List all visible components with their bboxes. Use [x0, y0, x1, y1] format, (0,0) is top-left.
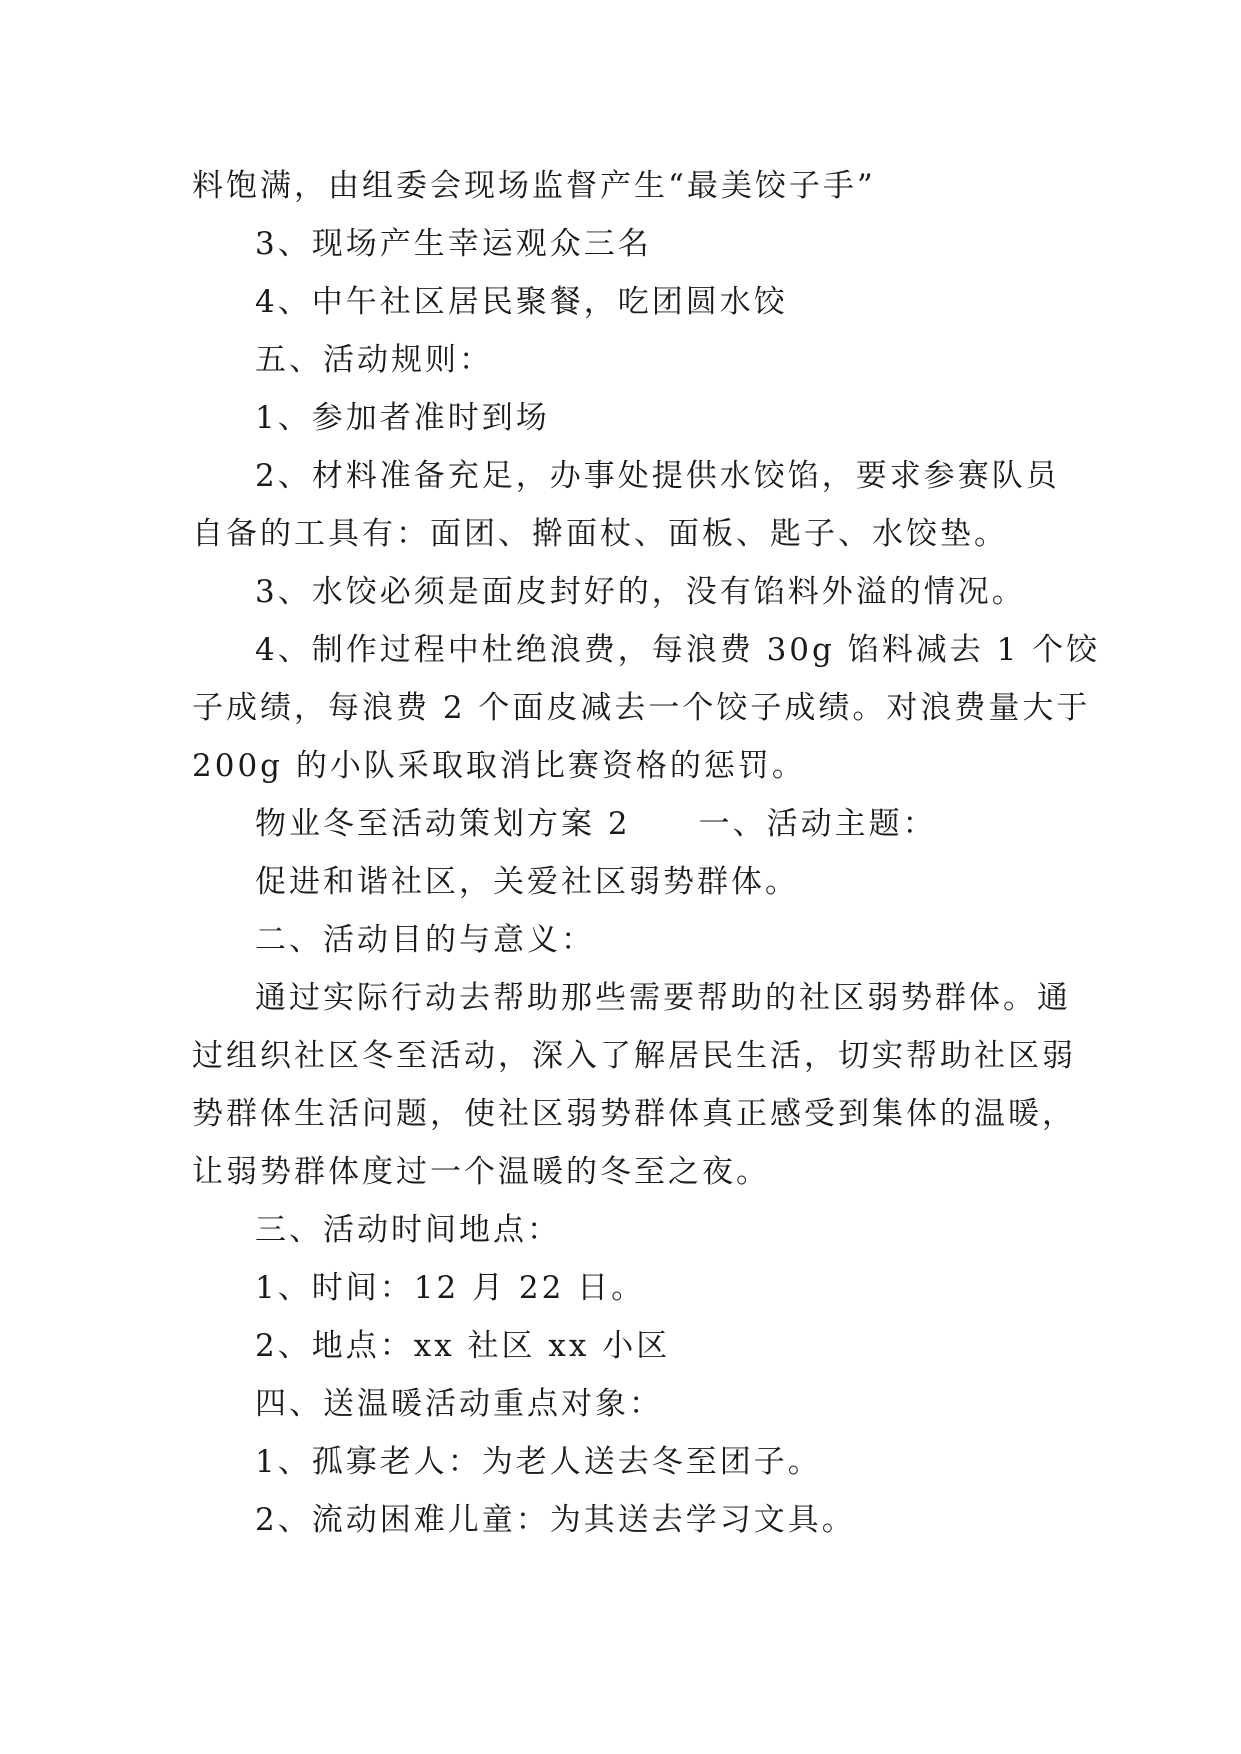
- section-heading: 三、活动时间地点：: [255, 1212, 561, 1248]
- text-line: 通过实际行动去帮助那些需要帮助的社区弱势群体。通: [255, 980, 1071, 1016]
- text-line: 自备的工具有：面团、擀面杖、面板、匙子、水饺垫。: [192, 516, 1008, 552]
- text-line: 促进和谐社区，关爱社区弱势群体。: [255, 864, 799, 900]
- text-line: 2、地点：xx 社区 xx 小区: [255, 1328, 671, 1364]
- text-line: 3、水饺必须是面皮封好的，没有馅料外溢的情况。: [255, 574, 1026, 610]
- section-heading: 二、活动目的与意义：: [255, 922, 595, 958]
- text-line: 料饱满，由组委会现场监督产生“最美饺子手”: [192, 168, 876, 204]
- text-line: 4、制作过程中杜绝浪费，每浪费 30g 馅料减去 1 个饺: [255, 632, 1101, 668]
- text-line: 3、现场产生幸运观众三名: [255, 226, 652, 262]
- body-text: [192, 157, 1101, 1549]
- text-line: 2、材料准备充足，办事处提供水饺馅，要求参赛队员: [255, 458, 1060, 494]
- text-line: 2、流动困难儿童：为其送去学习文具。: [255, 1502, 856, 1538]
- text-line: 势群体生活问题，使社区弱势群体真正感受到集体的温暖，: [192, 1096, 1076, 1132]
- text-line: 4、中午社区居民聚餐，吃团圆水饺: [255, 284, 788, 320]
- text-line: 200g 的小队采取取消比赛资格的惩罚。: [192, 748, 806, 784]
- text-line: 让弱势群体度过一个温暖的冬至之夜。: [192, 1154, 770, 1190]
- text-line: 子成绩，每浪费 2 个面皮减去一个饺子成绩。对浪费量大于: [192, 690, 1091, 726]
- text-line: 1、时间：12 月 22 日。: [255, 1270, 646, 1306]
- text-line: 过组织社区冬至活动，深入了解居民生活，切实帮助社区弱: [192, 1038, 1076, 1074]
- section-heading: 五、活动规则：: [255, 342, 493, 378]
- text-line: 1、孤寡老人：为老人送去冬至团子。: [255, 1444, 822, 1480]
- plan-title: 物业冬至活动策划方案 2 一、活动主题：: [255, 806, 937, 842]
- text-line: 1、参加者准时到场: [255, 400, 550, 436]
- section-heading: 四、送温暖活动重点对象：: [255, 1386, 663, 1422]
